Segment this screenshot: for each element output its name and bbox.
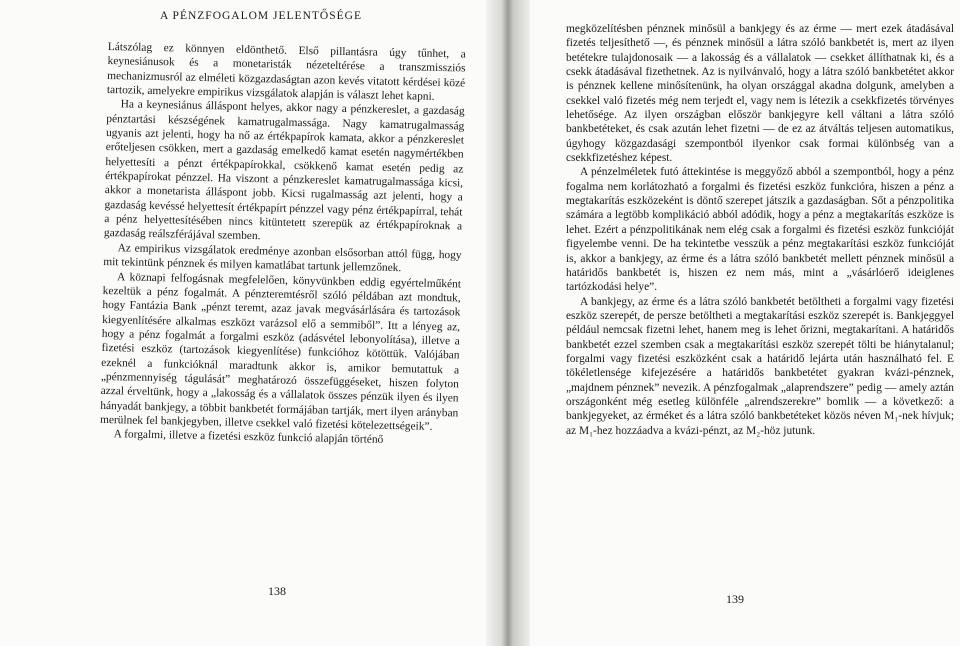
- paragraph: A bankjegy, az érme és a látra szóló bankbetét betöltheti a forgalmi vagy fizetési eszköz szerepét, de persze betöltheti a megtakarítási eszköz szerepét is. Bankjeggyel például nemcsak fizetni lehet, hanem meg is lehet őrizni, megtakarítani. A határidős bankbetét ezzel szemben csak a megtakarítási eszköz szerepét tölti be hiánytalanul; forgalmi vagy fizetési eszközként csak a határidő lejárta után használható fel. E tökéletlensége kifejezésére a határidős bankbetétet gyakran kvázi-pénznek, „majdnem pénznek” nevezik. A pénzfogalmak „alaprendszere” pedig — amely aztán országonként még esetleg különféle „alrendszerekre” bomlik — a következő: a bankjegyeket, az érméket és a látra szóló bankbetéteket közös néven M₁-nek hívjuk; az M₁-hez hozzáadva a kvázi-pénzt, az M₂-höz jutunk.: [566, 295, 954, 437]
- paragraph: Az empirikus vizsgálatok eredménye azonban elsősorban attól függ, hogy mit tekintünk pénznek és milyen kamatlábat tartunk jellemzőnek.: [103, 242, 462, 275]
- paragraph: A köznapi felfogásnak megfelelően, könyvünkben eddig egyértelműként kezeltük a pénz fogalmát. A pénzteremtésről szóló példában azt mondtuk, hogy Fantázia Bank „pénzt teremt, azaz javak megvásárlására és tartozások kiegyenlítésére alkalmas eszközt varázsol elő a semmiből”. Itt a lényeg az, hogy a pénz fogalmát a forgalmi eszköz (adásvétel lebonyolítása), illetve a fizetési eszköz (tartozások kiegyenlítése) funkcióhoz kötöttük. Valójában ezeknél a funkcióknál maradtunk akkor is, amikor bemutattuk a „pénzmennyiség tágulását” meghatározó összefüggéseket, hiszen folyton azzal érveltünk, hogy a „lakosság és a vállalatok összes pénzük ilyen és ilyen hányadát bankjegy, a többit bankbetét formájában tartják, mert ilyen arányban merülnek fel bankjegyben, illetve csekkel való fizetési kötelezettségeik”.: [99, 270, 462, 433]
- paragraph: A pénzelméletek futó áttekintése is meggyőző abból a szempontból, hogy a pénz fogalma nem korlátozható a forgalmi és fizetési eszköz funkcióra, hiszen a pénz a megtakarítás eszközeként is döntő szerepet játszik a gazdaságban. Sőt a pénzpolitika számára a legtöbb komplikáció abból adódik, hogy a pénz a megtakarítás eszköze is lehet. Ezért a pénzpolitikának nem elég csak a forgalmi és fizetési eszköz funkcióját figyelembe venni. De ha tekintetbe vesszük a pénz megtakarítási eszköz funkcióját is, akkor a bankjegy, az érme és a látra szóló bankbetét mellett pénznek minősül a határidős bankbetét is, hiszen ez nem más, mint a „vásárlóerő ideiglenes tartózkodási helye”.: [566, 166, 954, 294]
- right-page: [530, 0, 960, 646]
- right-page-body: [566, 22, 954, 438]
- page-number: 138: [268, 584, 286, 598]
- paragraph: Látszólag ez könnyen eldönthető. Első pillantásra úgy tűnhet, a keynesiánusok és a monetaristák nézeteltérése a transzmissziós mechanizmusról az elméleti közgazdaságtan azon kevés vitatott kérdései közé tartozik, amelyekre empirikus vizsgálatok alapján is választ lehet kapni.: [106, 40, 466, 103]
- page-number: 139: [726, 592, 744, 606]
- paragraph: Ha a keynesiánus álláspont helyes, akkor nagy a pénzkereslet, a gazdaság pénztartási készségének kamatrugalmassága. Nagy kamatrugalmasság ugyanis azt jelenti, hogy ha nő az értékpapírok kamata, akkor a pénzkereslet erőteljesen csökken, mert a gazdaság emelkedő kamat esetén nagymértékben helyettesíti a pénzt értékpapírokkal, csökkenő kamat esetén pedig az értékpapírokat pénzzel. Ha viszont a pénzkereslet kamatrugalmassága kicsi, akkor a monetarista álláspont jobb. Kicsi rugalmasság azt jelenti, hogy a gazdaság kevéssé helyettesít értékpapírt pénzzel vagy pénz értékpapírral, tehát a pénz helyettesítésében nincs kitüntetett szerepük az értékpapíroknak a gazdaság reálszférájával szemben.: [103, 98, 465, 243]
- book-gutter: [486, 0, 530, 646]
- paragraph: megközelítésben pénznek minősül a bankjegy és az érme — mert ezek átadásával fizetés teljesíthető —, és pénznek minősül a látra szóló bankbetét is, mert az ilyen betétekre tulajdonosaik — a lakosság és a vállalatok — csekket állíthatnak ki, és a csekk átadásával fizethetnek. Az is nyilvánvaló, hogy a látra szóló bankbetétet akkor is pénznek kellene minősítenünk, ha olyan országgal akadna dolgunk, amelyben a csekkel való fizetés még nem terjedt el, vagy nem is létezik a csekkfizetés törvényes lehetősége. Az ilyen országban először bankjegyre kell váltani a látra szóló bankbetéteket, és csak azután lehet fizetni — de ez az átváltás teljesen automatikus, úgyhogy közgazdasági szempontból ilyenkor csak formai különbség van a csekkfizetéshez képest.: [566, 23, 954, 165]
- left-page-body: [100, 40, 466, 449]
- paragraph: A forgalmi, illetve a fizetési eszköz funkció alapján történő: [113, 428, 384, 447]
- running-head: A PÉNZFOGALOM JELENTŐSÉGE: [160, 10, 362, 22]
